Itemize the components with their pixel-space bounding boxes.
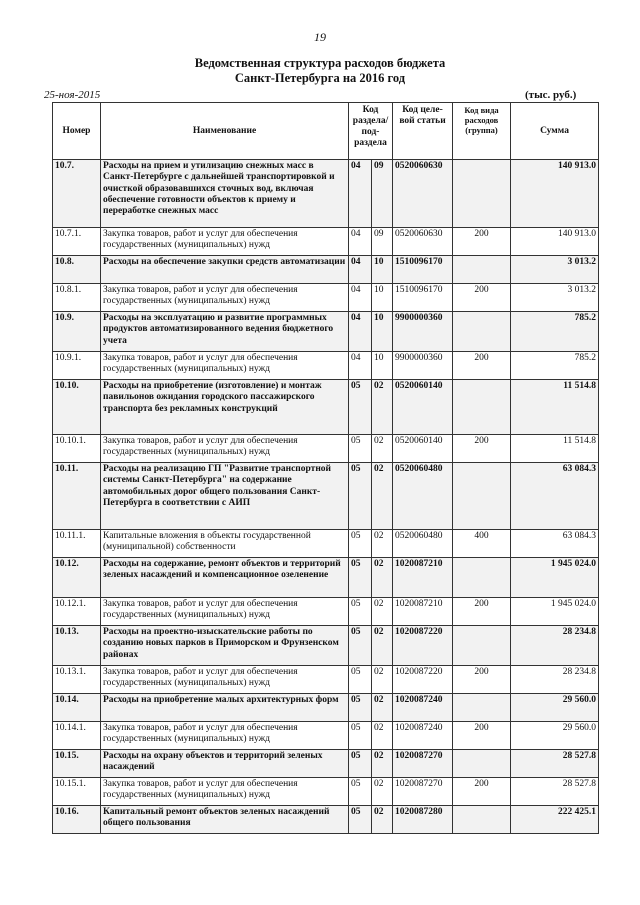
row-section: 05 (349, 598, 372, 626)
table-row (53, 380, 599, 435)
row-number: 10.9. (53, 312, 101, 352)
row-name: Расходы на охрану объектов и территорий зеленых насаждений (101, 750, 349, 778)
row-subsection: 10 (372, 256, 393, 284)
row-target: 1020087220 (393, 666, 453, 694)
header-name: Наименование (101, 103, 349, 160)
row-name: Закупка товаров, работ и услуг для обеспечения государственных (муниципальных) нужд (101, 284, 349, 312)
row-expense-type: 200 (453, 228, 511, 256)
row-target: 1510096170 (393, 284, 453, 312)
row-expense-type: 200 (453, 778, 511, 806)
row-subsection: 02 (372, 558, 393, 598)
row-section: 05 (349, 558, 372, 598)
row-number: 10.15. (53, 750, 101, 778)
row-sum: 29 560.0 (511, 694, 599, 722)
row-subsection: 02 (372, 806, 393, 834)
row-subsection: 10 (372, 284, 393, 312)
row-sum: 3 013.2 (511, 284, 599, 312)
row-subsection: 10 (372, 352, 393, 380)
row-section: 05 (349, 694, 372, 722)
row-name: Расходы на приобретение (изготовление) и монтаж павильонов ожидания городского пассажирского транспорта без рекламных конструкций (101, 380, 349, 435)
row-sum: 28 234.8 (511, 666, 599, 694)
table-row (53, 160, 599, 228)
row-sum: 1 945 024.0 (511, 558, 599, 598)
table-row (53, 558, 599, 598)
row-number: 10.11.1. (53, 530, 101, 558)
row-number: 10.12.1. (53, 598, 101, 626)
row-target: 1510096170 (393, 256, 453, 284)
row-sum: 11 514.8 (511, 380, 599, 435)
row-subsection: 02 (372, 435, 393, 463)
header-expense-type: Код вида расходов (группа) (453, 103, 511, 160)
row-sum: 785.2 (511, 312, 599, 352)
budget-table (52, 102, 599, 834)
row-expense-type (453, 256, 511, 284)
row-number: 10.13.1. (53, 666, 101, 694)
row-number: 10.12. (53, 558, 101, 598)
row-name: Закупка товаров, работ и услуг для обеспечения государственных (муниципальных) нужд (101, 228, 349, 256)
row-subsection: 02 (372, 666, 393, 694)
row-target: 1020087210 (393, 598, 453, 626)
row-sum: 28 234.8 (511, 626, 599, 666)
row-subsection: 09 (372, 228, 393, 256)
row-name: Расходы на реализацию ГП "Развитие транспортной системы Санкт-Петербурга" на содержание автомобильных дорог общего пользования Санкт-Петербурга в соответствии с АИП (101, 463, 349, 530)
row-name: Расходы на прием и утилизацию снежных масс в Санкт-Петербурге с дальнейшей транспортировкой и очисткой образовавшихся сточных вод, включая обеспечение готовности объектов к приему и переработке снежных масс (101, 160, 349, 228)
row-subsection: 02 (372, 722, 393, 750)
row-name: Расходы на обеспечение закупки средств автоматизации (101, 256, 349, 284)
row-subsection: 02 (372, 380, 393, 435)
header-number: Номер (53, 103, 101, 160)
row-section: 05 (349, 722, 372, 750)
row-target: 0520060630 (393, 228, 453, 256)
row-section: 05 (349, 626, 372, 666)
row-name: Расходы на проектно-изыскательские работы по созданию новых парков в Приморском и Фрунзенском районах (101, 626, 349, 666)
row-section: 04 (349, 160, 372, 228)
row-section: 05 (349, 463, 372, 530)
document-date: 25-ноя-2015 (44, 89, 101, 101)
row-target: 1020087220 (393, 626, 453, 666)
table-row (53, 256, 599, 284)
row-target: 0520060140 (393, 380, 453, 435)
row-section: 04 (349, 228, 372, 256)
row-sum: 140 913.0 (511, 228, 599, 256)
row-name: Закупка товаров, работ и услуг для обеспечения государственных (муниципальных) нужд (101, 666, 349, 694)
row-expense-type (453, 694, 511, 722)
row-expense-type (453, 626, 511, 666)
row-target: 9900000360 (393, 352, 453, 380)
row-expense-type: 200 (453, 352, 511, 380)
row-name: Закупка товаров, работ и услуг для обеспечения государственных (муниципальных) нужд (101, 352, 349, 380)
row-sum: 63 084.3 (511, 530, 599, 558)
title-line-1: Ведомственная структура расходов бюджета (194, 56, 446, 70)
row-expense-type (453, 380, 511, 435)
table-row (53, 435, 599, 463)
row-subsection: 02 (372, 463, 393, 530)
row-expense-type: 200 (453, 722, 511, 750)
page-number: 19 (314, 30, 326, 44)
row-subsection: 02 (372, 530, 393, 558)
row-subsection: 02 (372, 778, 393, 806)
row-number: 10.14. (53, 694, 101, 722)
row-sum: 28 527.8 (511, 750, 599, 778)
table-row (53, 722, 599, 750)
row-target: 0520060140 (393, 435, 453, 463)
row-expense-type: 200 (453, 284, 511, 312)
row-number: 10.7. (53, 160, 101, 228)
row-section: 05 (349, 380, 372, 435)
row-target: 0520060480 (393, 530, 453, 558)
table-row (53, 598, 599, 626)
row-expense-type: 200 (453, 598, 511, 626)
row-expense-type: 200 (453, 666, 511, 694)
row-name: Капитальные вложения в объекты государственной (муниципальной) собственности (101, 530, 349, 558)
row-section: 05 (349, 778, 372, 806)
row-subsection: 02 (372, 598, 393, 626)
table-row (53, 694, 599, 722)
table-row (53, 284, 599, 312)
row-number: 10.11. (53, 463, 101, 530)
row-section: 05 (349, 750, 372, 778)
row-number: 10.8.1. (53, 284, 101, 312)
row-expense-type (453, 750, 511, 778)
row-section: 04 (349, 256, 372, 284)
table-row (53, 626, 599, 666)
row-expense-type (453, 806, 511, 834)
row-expense-type (453, 312, 511, 352)
row-name: Расходы на содержание, ремонт объектов и территорий зеленых насаждений и компенсационное озеленение (101, 558, 349, 598)
row-expense-type: 400 (453, 530, 511, 558)
row-subsection: 02 (372, 694, 393, 722)
row-number: 10.15.1. (53, 778, 101, 806)
row-target: 0520060630 (393, 160, 453, 228)
row-subsection: 02 (372, 750, 393, 778)
table-row (53, 463, 599, 530)
row-section: 05 (349, 806, 372, 834)
row-sum: 28 527.8 (511, 778, 599, 806)
row-name: Закупка товаров, работ и услуг для обеспечения государственных (муниципальных) нужд (101, 598, 349, 626)
row-subsection: 10 (372, 312, 393, 352)
row-target: 0520060480 (393, 463, 453, 530)
row-section: 05 (349, 530, 372, 558)
row-name: Закупка товаров, работ и услуг для обеспечения государственных (муниципальных) нужд (101, 722, 349, 750)
row-section: 04 (349, 284, 372, 312)
row-section: 04 (349, 352, 372, 380)
row-subsection: 09 (372, 160, 393, 228)
row-name: Закупка товаров, работ и услуг для обеспечения государственных (муниципальных) нужд (101, 435, 349, 463)
row-name: Закупка товаров, работ и услуг для обеспечения государственных (муниципальных) нужд (101, 778, 349, 806)
document-title (0, 56, 640, 86)
row-number: 10.8. (53, 256, 101, 284)
table-row (53, 312, 599, 352)
row-sum: 29 560.0 (511, 722, 599, 750)
row-subsection: 02 (372, 626, 393, 666)
row-expense-type (453, 160, 511, 228)
title-line-2: Санкт-Петербурга на 2016 год (234, 71, 406, 85)
row-target: 1020087270 (393, 778, 453, 806)
row-name: Капитальный ремонт объектов зеленых насаждений общего пользования (101, 806, 349, 834)
row-expense-type (453, 558, 511, 598)
row-number: 10.16. (53, 806, 101, 834)
header-section: Код раздела/ под- раздела (349, 103, 393, 160)
header-sum: Сумма (511, 103, 599, 160)
header-target: Код целе- вой статьи (393, 103, 453, 160)
table-row (53, 666, 599, 694)
row-sum: 63 084.3 (511, 463, 599, 530)
row-number: 10.7.1. (53, 228, 101, 256)
row-sum: 222 425.1 (511, 806, 599, 834)
row-number: 10.10. (53, 380, 101, 435)
row-target: 1020087240 (393, 722, 453, 750)
units-label: (тыс. руб.) (525, 89, 577, 101)
table-row (53, 530, 599, 558)
row-target: 9900000360 (393, 312, 453, 352)
row-number: 10.14.1. (53, 722, 101, 750)
row-section: 05 (349, 435, 372, 463)
row-number: 10.9.1. (53, 352, 101, 380)
table-row (53, 806, 599, 834)
table-row (53, 352, 599, 380)
table-row (53, 228, 599, 256)
row-number: 10.13. (53, 626, 101, 666)
row-expense-type: 200 (453, 435, 511, 463)
row-target: 1020087280 (393, 806, 453, 834)
table-body (53, 160, 599, 834)
row-section: 04 (349, 312, 372, 352)
row-sum: 3 013.2 (511, 256, 599, 284)
row-sum: 1 945 024.0 (511, 598, 599, 626)
row-name: Расходы на эксплуатацию и развитие программных продуктов автоматизированного ведения бюджетного учета (101, 312, 349, 352)
row-sum: 140 913.0 (511, 160, 599, 228)
row-expense-type (453, 463, 511, 530)
row-name: Расходы на приобретение малых архитектурных форм (101, 694, 349, 722)
row-number: 10.10.1. (53, 435, 101, 463)
row-section: 05 (349, 666, 372, 694)
row-target: 1020087240 (393, 694, 453, 722)
row-sum: 785.2 (511, 352, 599, 380)
row-target: 1020087270 (393, 750, 453, 778)
row-target: 1020087210 (393, 558, 453, 598)
table-row (53, 778, 599, 806)
row-sum: 11 514.8 (511, 435, 599, 463)
table-row (53, 750, 599, 778)
